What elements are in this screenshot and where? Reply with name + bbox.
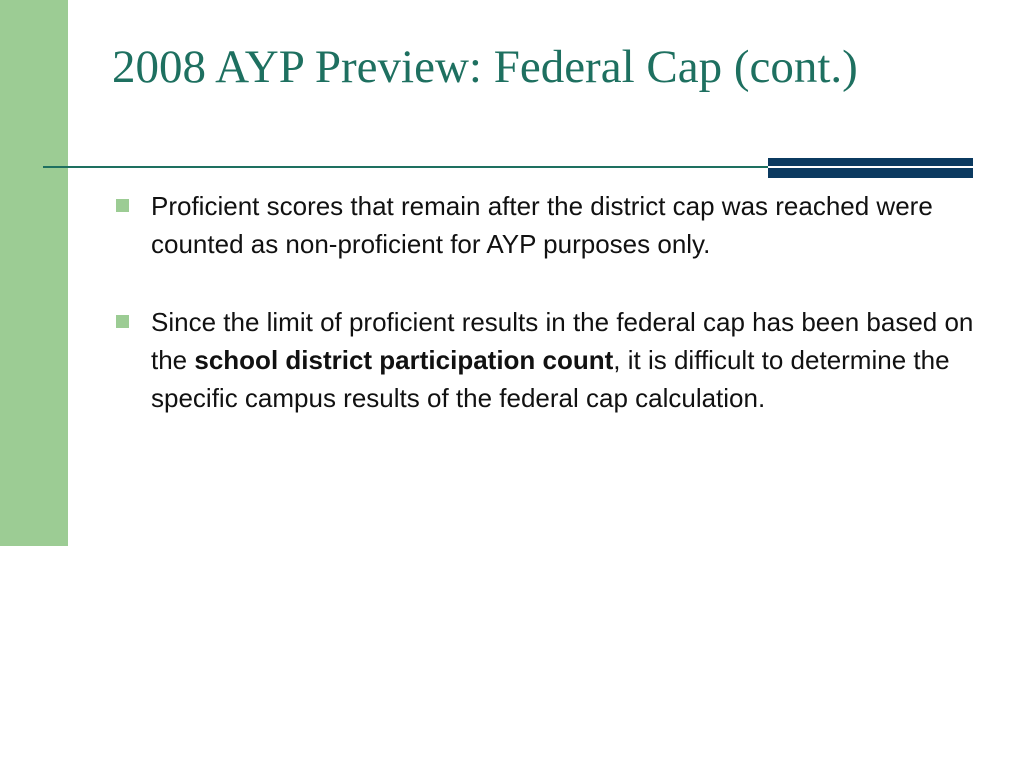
square-bullet-icon [116,315,129,328]
slide-title: 2008 AYP Preview: Federal Cap (cont.) [112,41,858,93]
bullet-text-end: , it is difficult to determine the specific campus results of the federal cap calculation. [151,345,950,413]
title-accent-bar [768,158,973,178]
bullet-text-emphasis: school district participation count [194,345,614,375]
bullet-item [115,187,975,263]
bullet-item [115,303,975,417]
bullet-list [115,187,975,457]
bullet-text: Proficient scores that remain after the district cap was reached were counted as non-proficient for AYP purposes only. [151,191,933,259]
side-accent-bar [0,0,68,546]
square-bullet-icon [116,199,129,212]
bullet-text-start: Since the limit of proficient results in the federal cap has been based on the [151,307,974,375]
